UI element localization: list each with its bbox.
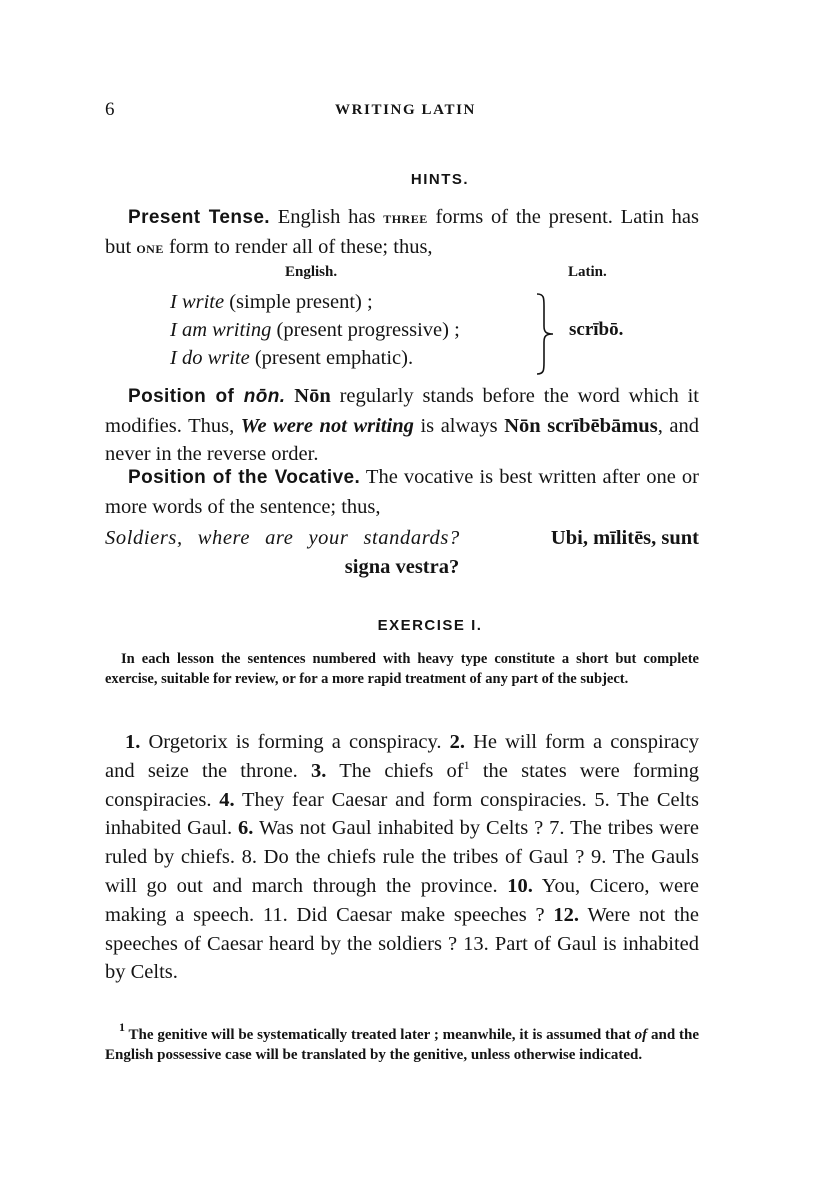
example-english: Soldiers, where are your standards? xyxy=(105,527,460,549)
footnote-mark: 1 xyxy=(119,1020,125,1034)
exercise-intro: In each lesson the sentences numbered with heavy type constitute a short but complete exercise, suitable for review, or for a more rapid treatment of any part of the subject. xyxy=(105,651,699,687)
hints-heading: HINTS. xyxy=(410,171,470,188)
page-number: 6 xyxy=(105,99,115,120)
column-latin: Latin. xyxy=(568,264,607,280)
footnote: $^1$ The genitive will be systematically treated later ; meanwhile, it is assumed that of and the English possessive case will be translated by the genitive, unless otherwise indicated. xyxy=(105,1020,699,1063)
latin-result: scrībō. xyxy=(569,319,624,340)
word-one: one xyxy=(136,237,164,257)
running-title: WRITING LATIN xyxy=(335,102,476,118)
table-row: I do write (present emphatic). xyxy=(170,347,414,369)
curly-brace-icon xyxy=(534,292,556,376)
running-head xyxy=(105,99,705,123)
vocative-example xyxy=(105,524,699,581)
exercise-heading: EXERCISE I. xyxy=(377,617,483,634)
exercise-sentences: 1. Orgetorix is forming a conspiracy. 2. He will form a conspiracy and seize the throne. 3. The chiefs $of^1$ the states were forming conspiracies. 4. They fear Caesar and form conspiracies. 5. The Celts inhabited Gaul. 6. Was not Gaul inhabited by Celts ? 7. The tribes were ruled by chiefs. 8. Do the chiefs rule the tribes of Gaul ? 9. The Gauls will go out and march through the province. 10. You, Cicero, were making a speech. 11. Did Caesar make speeches ? 12. Were not the speeches of Caesar heard by the soldiers ? 13. Part of Gaul is inhabited by Celts. xyxy=(105,731,700,984)
word-three: three xyxy=(383,208,428,227)
hint-position-non: Position of nōn. Nōn regularly stands before the word which it modifies. Thus, We were not writing is always Nōn scrībēbāmus, and never in the reverse order. xyxy=(105,385,699,465)
table-row: I am writing (present progressive) ; xyxy=(170,319,460,341)
table-row: I write (simple present) ; xyxy=(170,291,373,313)
example-latin-1: Ubi, mīlitēs, sunt xyxy=(550,527,699,549)
tense-table xyxy=(170,264,670,376)
hint-position-vocative: Position of the Vocative. The vocative is best written after one or more words of the sentence; thus, xyxy=(105,466,699,518)
column-english: English. xyxy=(285,264,338,280)
footnote-ref: 1 xyxy=(463,757,470,772)
example-latin-2: signa vestra? xyxy=(344,555,460,578)
hint-present-tense: Present Tense. English has three forms of the present. Latin has but one form to render all of these; thus, xyxy=(105,206,700,258)
present-tense-lead: Present Tense. xyxy=(128,207,270,228)
